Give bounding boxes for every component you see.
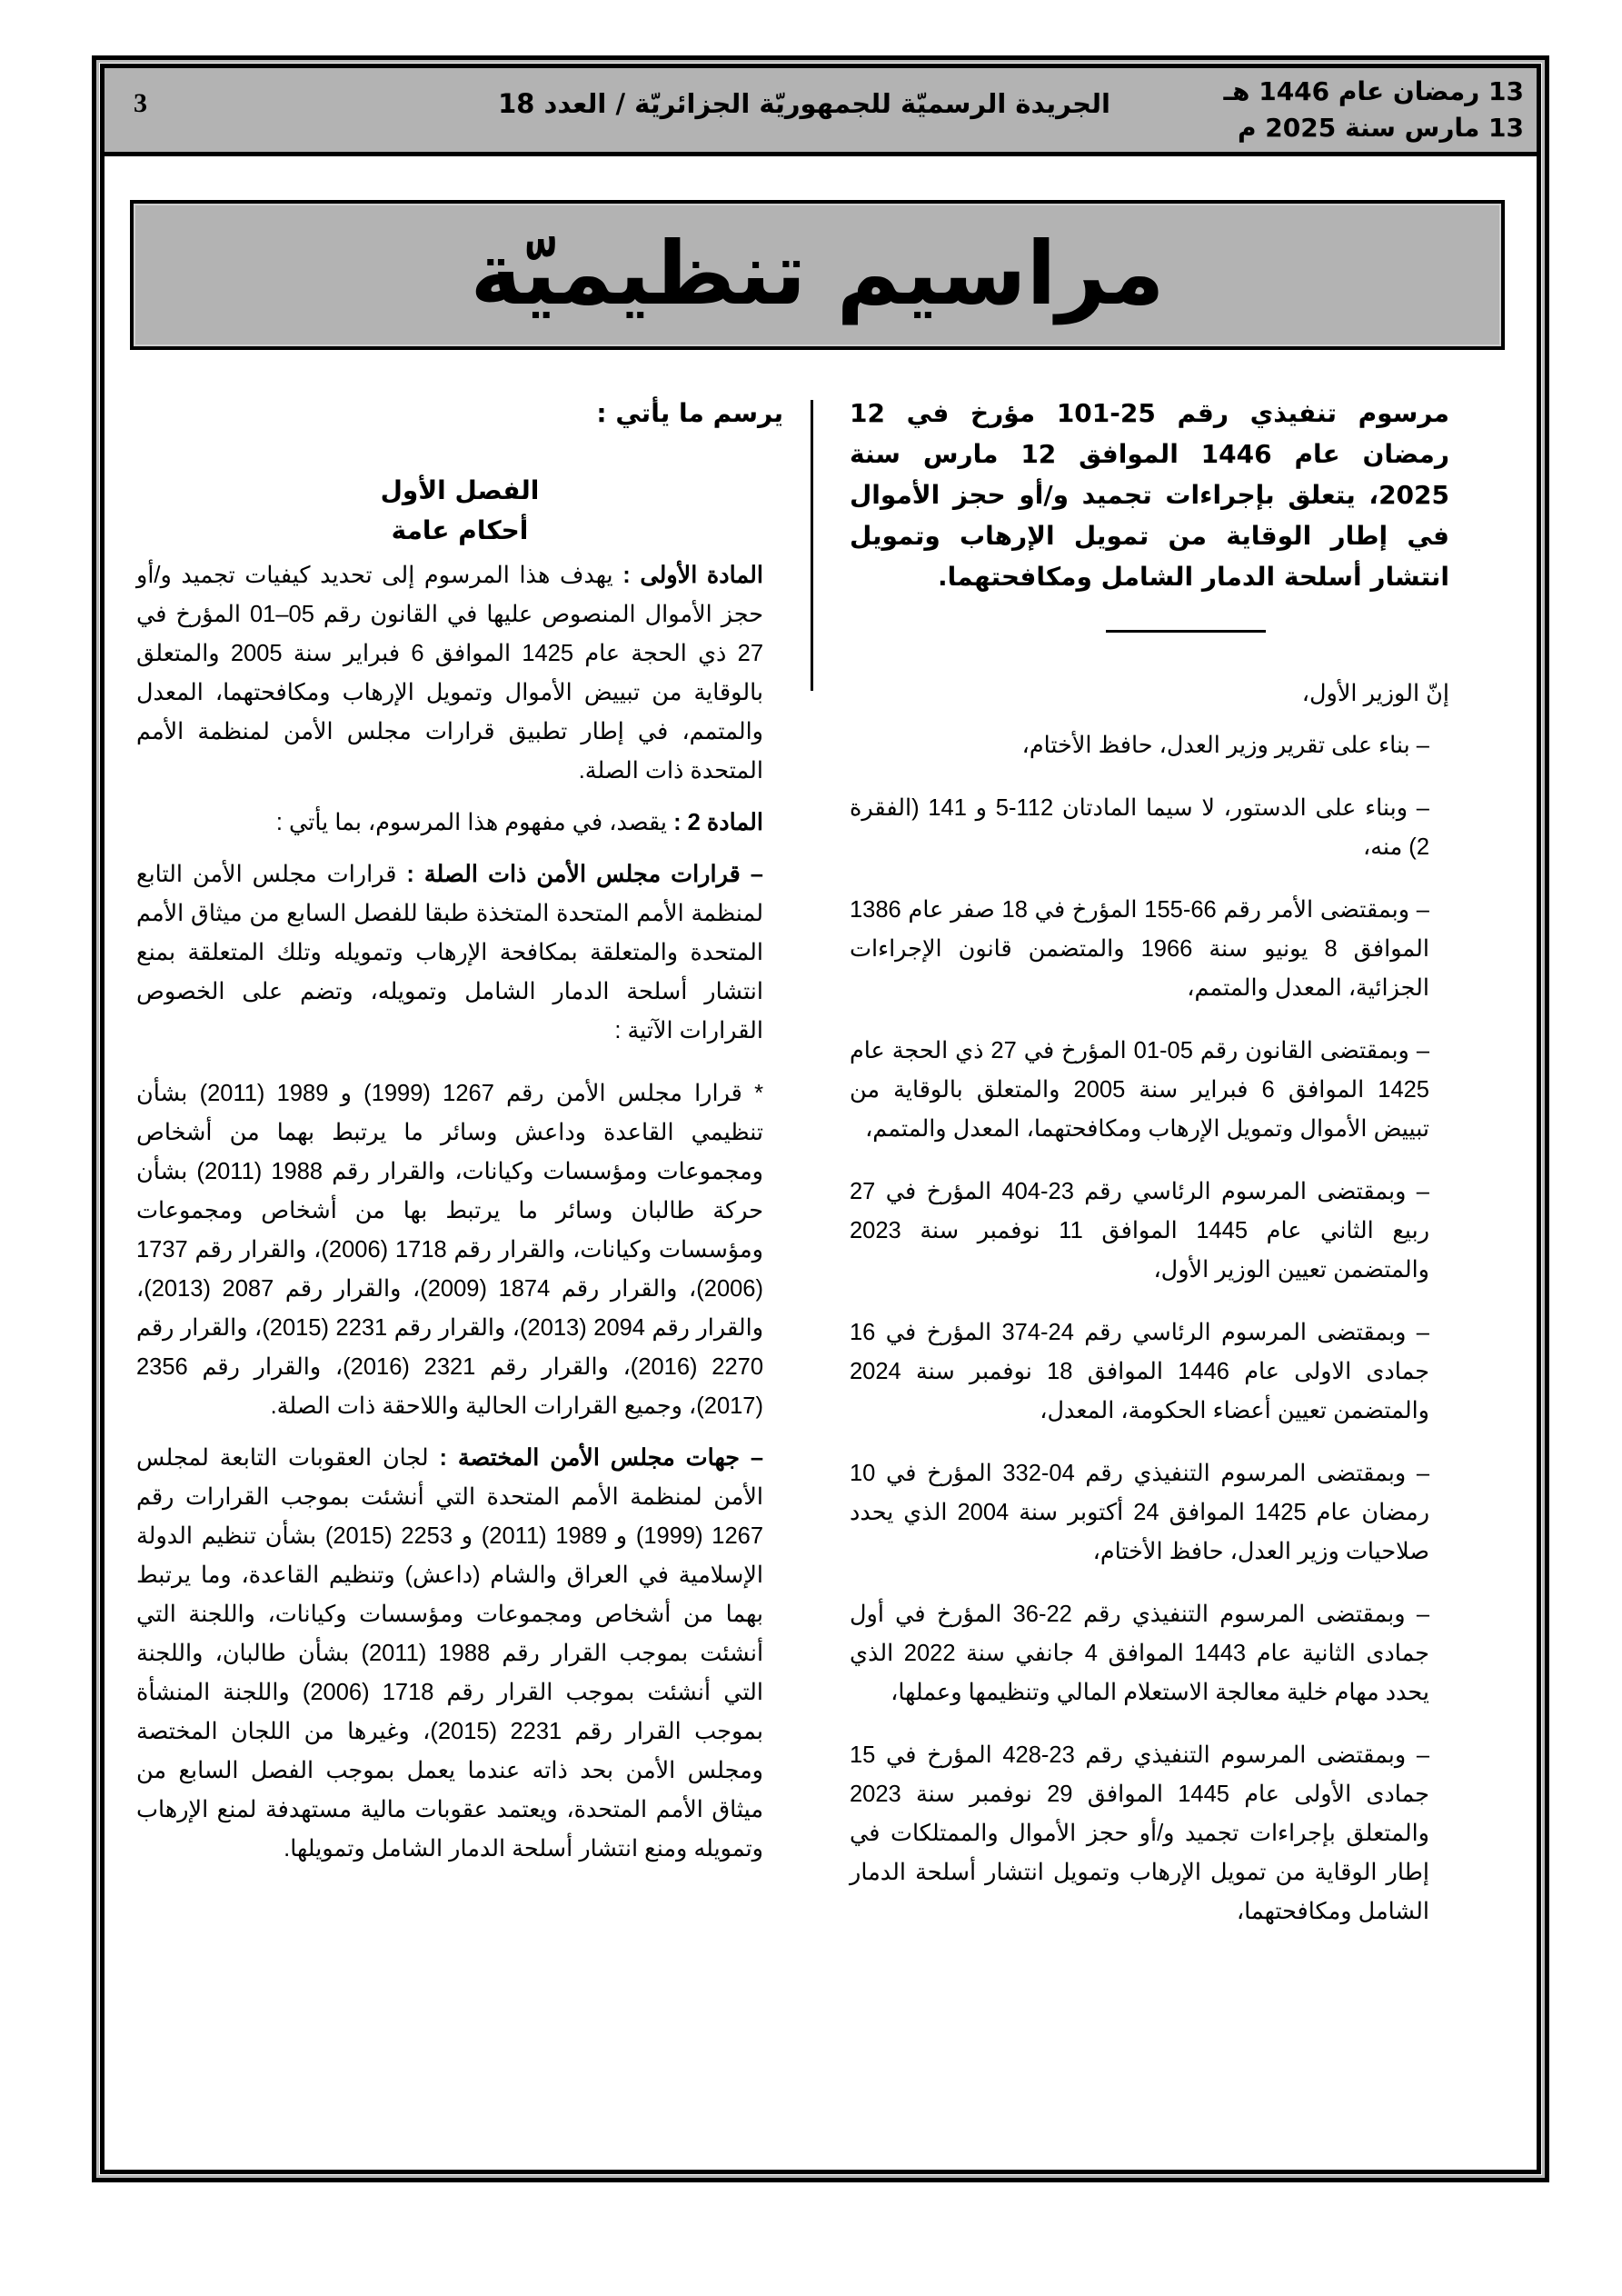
definition-resolutions-label: – قرارات مجلس الأمن ذات الصلة : — [406, 862, 763, 887]
definition-resolutions — [136, 855, 783, 1051]
page-number: 3 — [134, 88, 147, 118]
decree-title: مرسوم تنفيذي رقم 25-101 مؤرخ في 12 رمضان عام 1446 الموافق 12 مارس سنة 2025، يتعلق بإجراءات تجميد و/أو حجز الأموال في إطار الوقاية من تمويل الإرهاب وتمويل انتشار أسلحة الدمار الشامل ومكافحتهما. — [850, 398, 1449, 592]
preamble-item: – بناء على تقرير وزير العدل، حافظ الأختام، — [1021, 733, 1429, 758]
preamble-item: – وبمقتضى المرسوم التنفيذي رقم 22-36 المؤرخ في أول جمادى الثانية عام 1443 الموافق 4 جانفي سنة 2022 الذي يحدد مهام خلية معالجة الاستعلام المالي وتنظيمها وعملها، — [850, 1602, 1429, 1705]
preamble-item: – وبمقتضى المرسوم الرئاسي رقم 24-374 المؤرخ في 16 جمادى الاولى عام 1446 الموافق 18 نوفمبر سنة 2024 والمتضمن تعيين أعضاء الحكومة، المعدل، — [850, 1320, 1429, 1423]
preamble-item: – وبمقتضى المرسوم التنفيذي رقم 23-428 المؤرخ في 15 جمادى الأولى عام 1445 الموافق 29 نوفمبر سنة 2023 والمتعلق بإجراءات تجميد و/أو حجز الأموال والممتلكات في إطار الوقاية من تمويل الإرهاب وتمويل انتشار أسلحة الدمار الشامل ومكافحتهما، — [850, 1742, 1429, 1924]
gazette-title: الجريدة الرسميّة للجمهوريّة الجزائريّة / العدد 18 — [498, 88, 1110, 119]
gazette-header — [104, 68, 1537, 156]
gregorian-date: 13 مارس سنة 2025 م — [1238, 113, 1524, 143]
preamble-item: – وبناء على الدستور، لا سيما المادتان 112-5 و 141 (الفقرة 2) منه، — [850, 795, 1429, 860]
definition-resolutions-text: قرارات مجلس الأمن التابع لمنظمة الأمم المتحدة المتخذة طبقا للفصل السابع من ميثاق الأمم المتحدة والمتعلقة بمكافحة الإرهاب وتمويله وتلك المتعلقة بمنع انتشار أسلحة الدمار الشامل وتمويله، وتضم على الخصوص القرارات الآتية : — [136, 862, 763, 1043]
definition-bodies-text: لجان العقوبات التابعة لمجلس الأمن لمنظمة الأمم المتحدة التي أنشئت بموجب القرارات رقم 1267 (1999) و 1989 (2011) و 2253 (2015) بشأن تنظيم الدولة الإسلامية في العراق والشام (داعش) وتنظيم القاعدة، وما يرتبط بهما من أشخاص ومجموعات ومؤسسات وكيانات، واللجنة التي أنشئت بموجب القرار رقم 1988 (2011) بشأن طالبان، واللجنة التي أنشئت بموجب القرار رقم 1718 (2006) واللجنة المنشأة بموجب القرار رقم 2231 (2015)، وغيرها من اللجان المختصة ومجلس الأمن بحد ذاته عندما يعمل بموجب الفصل السابع من ميثاق الأمم المتحدة، ويعتمد عقوبات مالية مستهدفة لمنع الإرهاب وتمويله ومنع انتشار أسلحة الدمار الشامل وتمويلها. — [136, 1445, 764, 1862]
section-title: مراسيم تنظيميّة — [470, 223, 1165, 324]
column-divider — [811, 400, 813, 691]
chapter-title: أحكام عامة — [391, 515, 529, 545]
article-1 — [136, 556, 783, 791]
preamble-item: – وبمقتضى الأمر رقم 66-155 المؤرخ في 18 صفر عام 1386 الموافق 8 يونيو سنة 1966 والمتضمن قانون الإجراءات الجزائية، المعدل والمتمم، — [850, 897, 1429, 1001]
preamble-intro: إنّ الوزير الأول، — [1301, 681, 1449, 706]
left-column — [136, 393, 783, 1869]
article-2 — [136, 804, 783, 843]
preamble-item: – وبمقتضى المرسوم الرئاسي رقم 23-404 المؤرخ في 27 ربيع الثاني عام 1445 الموافق 11 نوفمبر سنة 2023 والمتضمن تعيين الوزير الأول، — [850, 1179, 1430, 1283]
hijri-date: 13 رمضان عام 1446 هـ — [1223, 76, 1524, 106]
decrees-label: يرسم ما يأتي : — [596, 398, 783, 428]
preamble-item: – وبمقتضى القانون رقم 05-01 المؤرخ في 27 ذي الحجة عام 1425 الموافق 6 فبراير سنة 2005 والمتعلق بالوقاية من تبييض الأموال وتمويل الإرهاب ومكافحتهما، المعدل والمتمم، — [850, 1038, 1429, 1142]
article-1-text: يهدف هذا المرسوم إلى تحديد كيفيات تجميد و/أو حجز الأموال المنصوص عليها في القانون رقم 05–01 المؤرخ في 27 ذي الحجة عام 1425 الموافق 6 فبراير سنة 2005 والمتعلق بالوقاية من تبييض الأموال وتمويل الإرهاب ومكافحتهما، المعدل والمتمم، في إطار تطبيق قرارات مجلس الأمن لمنظمة الأمم المتحدة ذات الصلة. — [136, 563, 764, 784]
article-2-text: يقصد، في مفهوم هذا المرسوم، بما يأتي : — [275, 810, 674, 835]
right-column — [850, 393, 1449, 1932]
article-1-label: المادة الأولى : — [622, 563, 763, 588]
resolutions-list: * قرارا مجلس الأمن رقم 1267 (1999) و 1989 (2011) بشأن تنظيمي القاعدة وداعش وسائر ما يرتبط بهما من أشخاص ومجموعات ومؤسسات وكيانات، والقرار رقم 1988 (2011) بشأن حركة طالبان وسائر ما يرتبط بها من أشخاص ومجموعات ومؤسسات وكيانات، والقرار رقم 1718 (2006)، والقرار رقم 1737 (2006)، والقرار رقم 1874 (2009)، والقرار رقم 2087 (2013)، والقرار رقم 2094 (2013)، والقرار رقم 2231 (2015)، والقرار رقم 2270 (2016)، والقرار رقم 2321 (2016)، والقرار رقم 2356 (2017)، وجميع القرارات الحالية واللاحقة ذات الصلة. — [136, 1081, 764, 1419]
section-title-box — [130, 200, 1505, 350]
preamble-item: – وبمقتضى المرسوم التنفيذي رقم 04-332 المؤرخ في 10 رمضان عام 1425 الموافق 24 أكتوبر سنة 2004 الذي يحدد صلاحيات وزير العدل، حافظ الأختام، — [850, 1461, 1430, 1564]
definition-bodies — [136, 1439, 783, 1869]
chapter-heading: الفصل الأول — [380, 475, 540, 505]
title-separator-rule — [1106, 630, 1266, 633]
definition-bodies-label: – جهات مجلس الأمن المختصة : — [439, 1445, 763, 1471]
issue-date — [1223, 74, 1524, 146]
article-2-label: المادة 2 : — [673, 810, 763, 835]
